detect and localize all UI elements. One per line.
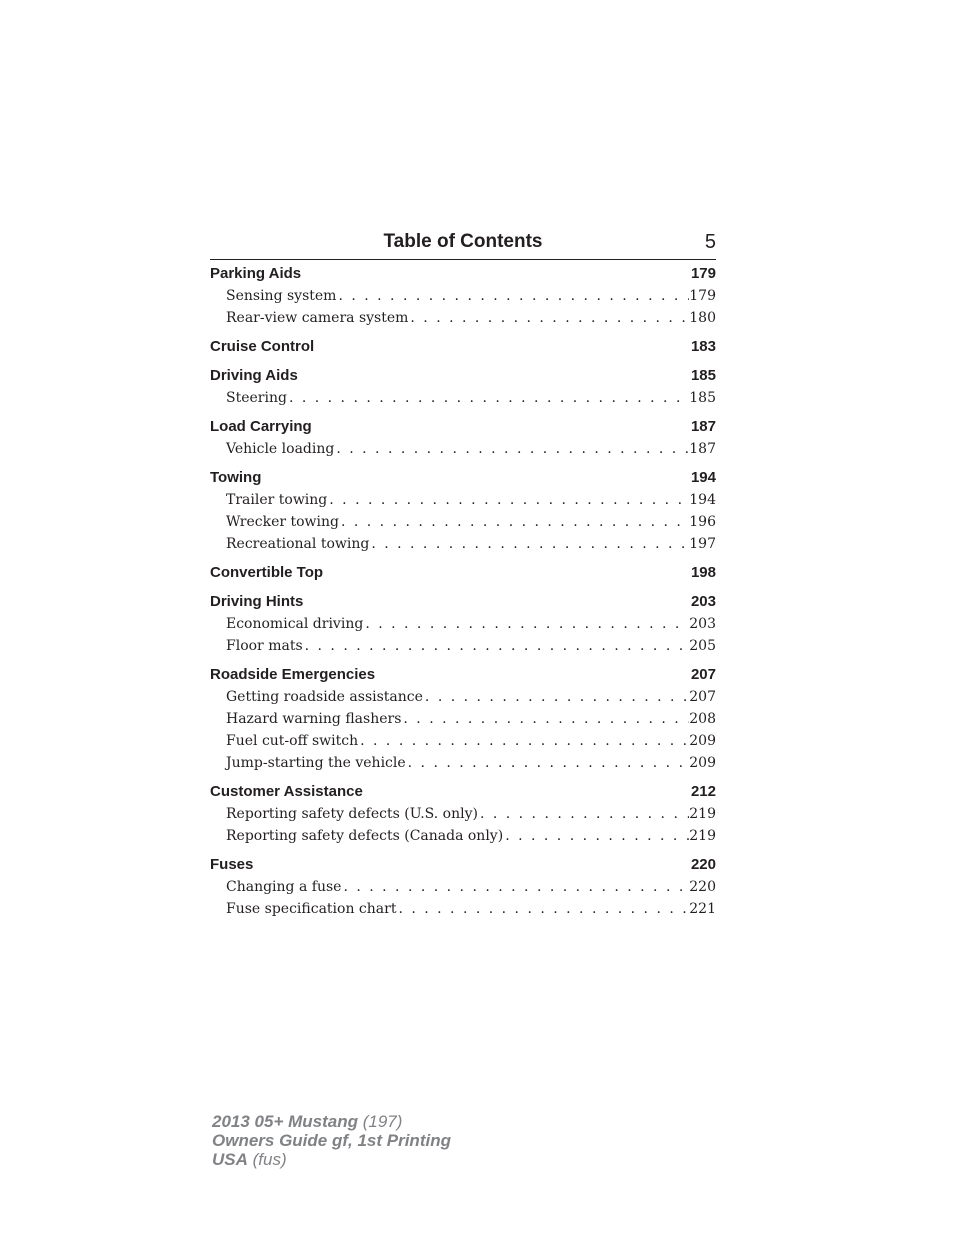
section-page: 203 <box>690 593 716 610</box>
entry-page: 220 <box>689 879 716 895</box>
entry-label: Wrecker towing <box>226 514 339 530</box>
dot-leader <box>478 803 689 825</box>
toc-entry[interactable] <box>210 803 716 825</box>
entry-label: Vehicle loading <box>226 441 335 457</box>
toc-section-heading[interactable] <box>210 263 716 285</box>
entry-page: 203 <box>689 616 716 632</box>
section-title: Cruise Control <box>210 338 315 355</box>
footer <box>212 1112 451 1169</box>
dot-leader <box>423 686 689 708</box>
section-page: 194 <box>690 469 716 486</box>
dot-leader <box>363 613 689 635</box>
table-of-contents <box>210 263 716 927</box>
toc-section <box>210 591 716 657</box>
entry-label: Reporting safety defects (U.S. only) <box>226 806 478 822</box>
toc-section <box>210 416 716 460</box>
entry-label: Jump-starting the vehicle <box>226 755 406 771</box>
section-title: Fuses <box>210 856 254 873</box>
footer-guide: Owners Guide gf, 1st Printing <box>212 1131 451 1150</box>
section-page: 187 <box>690 418 716 435</box>
entry-page: 219 <box>689 828 716 844</box>
entry-page: 196 <box>689 514 716 530</box>
toc-entry[interactable] <box>210 876 716 898</box>
toc-entry[interactable] <box>210 825 716 847</box>
toc-section-heading[interactable] <box>210 854 716 876</box>
entry-page: 179 <box>689 288 716 304</box>
toc-section <box>210 854 716 920</box>
toc-section-heading[interactable] <box>210 467 716 489</box>
section-page: 185 <box>690 367 716 384</box>
section-title: Convertible Top <box>210 564 324 581</box>
footer-model: 2013 05+ Mustang <box>212 1112 358 1131</box>
page-number: 5 <box>704 231 716 253</box>
entry-label: Economical driving <box>226 616 364 632</box>
toc-section-heading[interactable] <box>210 591 716 613</box>
dot-leader <box>327 489 689 511</box>
toc-entry[interactable] <box>210 708 716 730</box>
entry-label: Sensing system <box>226 288 337 304</box>
dot-leader <box>303 635 690 657</box>
toc-entry[interactable] <box>210 511 716 533</box>
toc-section <box>210 467 716 555</box>
entry-page: 187 <box>689 441 716 457</box>
dot-leader <box>341 876 689 898</box>
entry-label: Rear-view camera system <box>226 310 409 326</box>
entry-page: 180 <box>689 310 716 326</box>
entry-page: 209 <box>689 733 716 749</box>
toc-entry[interactable] <box>210 307 716 329</box>
entry-page: 205 <box>689 638 716 654</box>
entry-page: 197 <box>689 536 716 552</box>
section-title: Driving Aids <box>210 367 298 384</box>
toc-entry[interactable] <box>210 285 716 307</box>
toc-section-heading[interactable] <box>210 365 716 387</box>
section-page: 183 <box>690 338 716 355</box>
entry-label: Fuel cut-off switch <box>226 733 359 749</box>
entry-page: 221 <box>689 901 716 917</box>
section-page: 220 <box>690 856 716 873</box>
section-title: Roadside Emergencies <box>210 666 376 683</box>
section-page: 212 <box>690 783 716 800</box>
entry-label: Getting roadside assistance <box>226 689 423 705</box>
entry-label: Steering <box>226 390 287 406</box>
toc-section <box>210 664 716 774</box>
toc-section-heading[interactable] <box>210 416 716 438</box>
toc-section <box>210 263 716 329</box>
footer-line-2 <box>212 1131 451 1150</box>
dot-leader <box>339 511 689 533</box>
toc-entry[interactable] <box>210 489 716 511</box>
toc-entry[interactable] <box>210 438 716 460</box>
toc-section <box>210 365 716 409</box>
footer-line-3 <box>212 1150 451 1169</box>
toc-section <box>210 336 716 358</box>
toc-section-heading[interactable] <box>210 336 716 358</box>
toc-entry[interactable] <box>210 898 716 920</box>
dot-leader <box>408 307 689 329</box>
entry-page: 209 <box>689 755 716 771</box>
dot-leader <box>406 752 690 774</box>
footer-market-code: (fus) <box>252 1150 287 1169</box>
toc-section <box>210 562 716 584</box>
toc-section-heading[interactable] <box>210 664 716 686</box>
section-title: Towing <box>210 469 262 486</box>
page-title: Table of Contents <box>383 231 543 252</box>
section-page: 179 <box>690 265 716 282</box>
entry-label: Floor mats <box>226 638 303 654</box>
dot-leader <box>336 285 689 307</box>
section-page: 198 <box>690 564 716 581</box>
entry-label: Reporting safety defects (Canada only) <box>226 828 504 844</box>
toc-section-heading[interactable] <box>210 781 716 803</box>
section-page: 207 <box>690 666 716 683</box>
dot-leader <box>401 708 689 730</box>
footer-line-1 <box>212 1112 451 1131</box>
section-title: Customer Assistance <box>210 783 363 800</box>
section-title: Parking Aids <box>210 265 302 282</box>
entry-label: Fuse specification chart <box>226 901 397 917</box>
entry-label: Changing a fuse <box>226 879 342 895</box>
entry-page: 219 <box>689 806 716 822</box>
footer-model-code: (197) <box>362 1112 403 1131</box>
dot-leader <box>396 898 689 920</box>
footer-market: USA <box>212 1150 248 1169</box>
dot-leader <box>358 730 689 752</box>
toc-section-heading[interactable] <box>210 562 716 584</box>
dot-leader <box>369 533 689 555</box>
dot-leader <box>287 387 689 409</box>
entry-page: 208 <box>689 711 716 727</box>
section-title: Driving Hints <box>210 593 304 610</box>
toc-entry[interactable] <box>210 387 716 409</box>
dot-leader <box>334 438 689 460</box>
entry-page: 194 <box>689 492 716 508</box>
entry-label: Trailer towing <box>226 492 328 508</box>
entry-label: Recreational towing <box>226 536 370 552</box>
toc-entry[interactable] <box>210 635 716 657</box>
entry-label: Hazard warning flashers <box>226 711 402 727</box>
page-header <box>210 229 716 260</box>
toc-entry[interactable] <box>210 686 716 708</box>
toc-section <box>210 781 716 847</box>
entry-page: 207 <box>689 689 716 705</box>
toc-entry[interactable] <box>210 730 716 752</box>
dot-leader <box>503 825 689 847</box>
toc-entry[interactable] <box>210 533 716 555</box>
toc-entry[interactable] <box>210 752 716 774</box>
entry-page: 185 <box>689 390 716 406</box>
toc-entry[interactable] <box>210 613 716 635</box>
section-title: Load Carrying <box>210 418 312 435</box>
